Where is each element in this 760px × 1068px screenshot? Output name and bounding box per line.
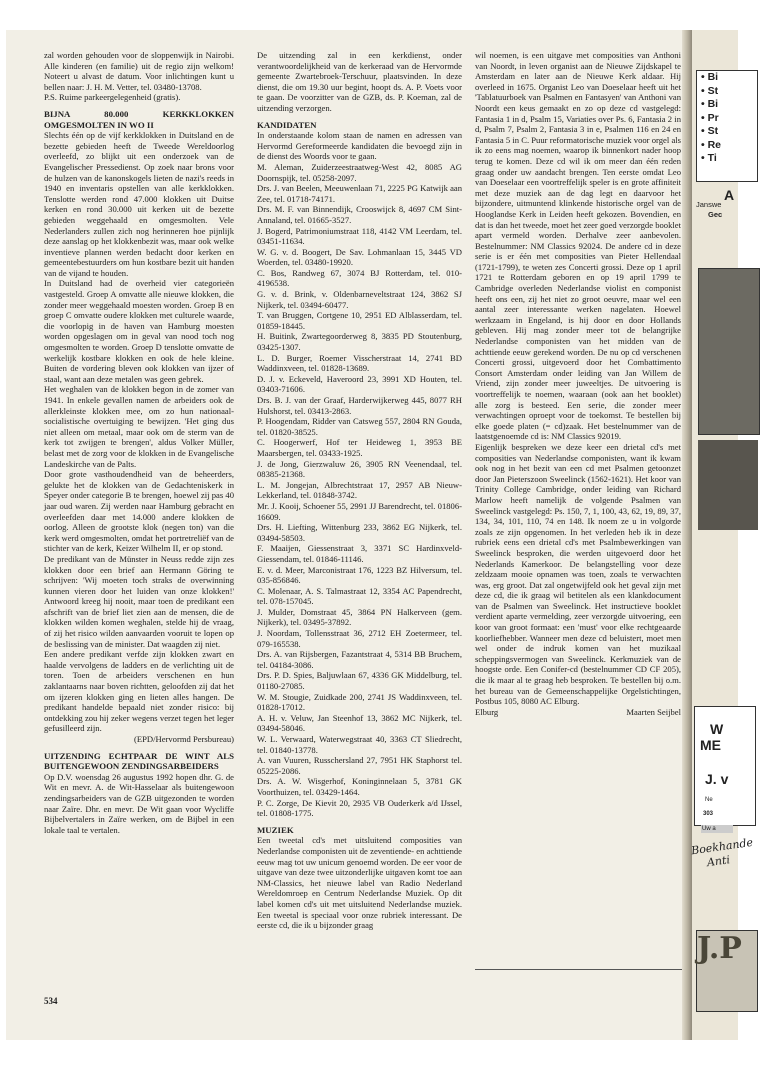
candidate-entry: L. M. Jongejan, Albrechtstraat 17, 2957 AB Nieuw-Lekkerland, tel. 01848-3742. [257,479,462,501]
candidate-entry: A. H. v. Veluw, Jan Steenhof 13, 3862 MC Nijkerk, tel. 03494-58046. [257,712,462,734]
candidate-entry: Drs. A. van Rijsbergen, Fazantstraat 4, 5314 BB Bruchem, tel. 04184-3086. [257,649,462,670]
candidate-entry: Drs. B. J. van der Graaf, Harderwijkerweg 445, 8077 RH Hulshorst, tel. 03413-2863. [257,395,462,416]
ad-number: 303 [703,811,714,817]
candidate-entry: J. de Jong, Gierzwaluw 26, 3905 RN Veenendaal, tel. 08385-21368. [257,458,462,480]
candidate-entry: J. Bogerd, Patrimoniumstraat 118, 4142 VM Leerdam, tel. 03451-11634. [257,225,462,247]
ad-line: Janswe [696,200,722,209]
page-gutter [682,30,692,1040]
candidate-entry: D. J. v. Eckeveld, Haveroord 23, 3991 XD Houten, tel. 03403-71606. [257,373,462,395]
ad-name: J. v [705,771,729,787]
paragraph: De predikant van de Münster in Neuss redde zijn zes klokken door een brief aan Hermann Göring te schrijven: 'Wij moeten toch straks de overwinning kunnen vieren door het luiden van onze klokken!' Antwoord kreeg hij nooit, maar toen de predikant een afschrift van de brief liet zien aan de mensen, die de klokken wilden komen weghalen, stelde hij de vraag, of zij het risico wilden aanvaarden vooruit te lopen op de beslissing van de minister. Dat waagden zij niet. [44,553,234,649]
signature-place: Elburg [475,706,499,717]
candidate-entry: C. Hoogerwerf, Hof ter Heideweg 1, 3953 BE Maarsbergen, tel. 03433-1925. [257,437,462,458]
ad-bullet: • Ti [701,152,717,164]
paragraph: In Duitsland had de overheid vier categorieën vastgesteld. Groep A omvatte alle nieuwe klokken, die zonder meer weggehaald moesten worden. Groep B en groep C omvatte oudere klokken met culturele waarde, die voorlopig in de haven van Hamburg moesten worden opgeslagen om in geval van nood toch nog omgesmolten te worden. Groep D tenslotte omvatte de werkelijk kostbare klokken en ook de hele kleine. Buiten de vordering bleven ook klokken van ijzer of staal, want aan deze metalen was geen gebrek. [44,278,234,384]
candidate-entry: P. C. Zorge, De Kievit 20, 2935 VB Ouderkerk a/d IJssel, tel. 01808-1775. [257,797,462,819]
ad-bullet: • St [701,84,719,97]
candidate-entry: Mr. J. Kooij, Schoener 55, 2991 JJ Barendrecht, tel. 01806-16609. [257,500,462,522]
signature [475,707,681,718]
paragraph: Eigenlijk bespreken we deze keer een drietal cd's met composities van Nederlandse componisten, want ik kwam ook nog in het bezit van een cd met Psalmen getoonzet door Jan Pieterszoon Sweelinck (1562-1621). Het koor van Trinity College Cambridge, onder leiding van Richard Marlow heeft namelijk de volgende Psalmen van Sweelinck vastgelegd: Ps. 150, 7, 1, 100, 43, 62, 19, 89, 37, 134, 34, 101, 110, 74 en 148. Ik noem ze u in volgorde zoals ze zijn opgenomen. In het verleden heb ik in deze rubriek eens een drietal cd's met Psalmbewerkingen van Sweelinck besproken, die werden uitgevoerd door het Nederlands Kamerkoor. De belangstelling voor deze zeldzaam mooie opnamen was toen, zoals te verwachten was, erg groot. Dat zal ongetwijfeld ook het geval zijn met deze cd, die ik graag wil betitelen als een klankdocument van de Psalmen van Sweelinck. Het instructieve booklet verdient aparte vermelding, zeer verzorgde uitvoering, een koor van groot formaat: een 'must' voor elke rechtgeaarde koorliefhebber. Wanneer men deze cd beluistert, moet men wel onder de indruk komen van het muzikaal scheppingsvermogen van Sweelinck. Kerkmuziek van de hoogste orde. Een Conifer-cd (bestelnummer CD CF 205), die ik maar al te graag heb besproken. Te bestellen bij o.m. het bureau van de Gemeenschappelijke Orgelstichtingen, Postbus 105, 8080 AC Elburg. [475,441,681,707]
candidate-entry: Drs. H. Liefting, Wittenburg 233, 3862 EG Nijkerk, tel. 03494-58503. [257,522,462,543]
page-number: 534 [44,996,58,1006]
intro-paragraph: zal worden gehouden voor de sloppenwijk in Nairobi. Alle kinderen (en familie) uit de regio zijn welkom! Noteert u alvast de datum. Voor inlichtingen kunt u bellen naar: J. H. M. Vetter, tel. 03480-13708. [44,50,234,92]
paragraph: Door grote vasthoudendheid van de beheerders, gelukte het de klokken van de Gedachteniskerk in Speyer onder categorie B te brengen, hoewel zij pas 40 jaar oud waren. Zij werden naar Hamburg gebracht en overleefden daar met 14.000 andere klokken de oorlog. Alleen de grootste klok (negen ton) van die kerk werd omgesmolten, omdat het portretreliëf van de stichter van de kerk, Keizer Wilhelm II, er op stond. [44,469,234,554]
ad-bullet: • Bi [701,71,719,83]
ad-heading-line: ME [700,737,721,753]
paragraph: De uitzending zal in een kerkdienst, onder verantwoordelijkheid van de kerkeraad van de Hervormde gemeente Zwartebroek-Terschuur, plaatsvinden. In deze dienst, die om 19.30 uur begint, hoopt ds. A. P. Voets voor te gaan. De voorzitter van de GZB, ds. P. Koeman, zal de uitzending verzorgen. [257,50,462,113]
ad-logo: J.P [696,930,758,1012]
ad-script-line: Anti [706,853,731,870]
candidate-entry: L. D. Burger, Roemer Visscherstraat 14, 2741 BD Waddinxveen, tel. 01828-13689. [257,352,462,374]
ad-text: Ne [705,797,713,803]
paragraph: Het weghalen van de klokken begon in de zomer van 1941. In enkele gevallen namen de arbeiders ook de allerkleinste klokken mee, om zo hun nationaal-socialistische overtuiging te bewijzen. 'Het ging dus niet alleen om metaal, maar ook om de sterm van de kerk tot zwijgen te brengen', aldus Volker Müller, belast met de zorg voor de klokken in de Evangelische Landeskirche van de Palts. [44,384,234,469]
candidate-entry: W. M. Stougie, Zuidkade 200, 2741 JS Waddinxveen, tel. 01828-17012. [257,691,462,713]
ad-heading-line: W [710,721,724,737]
column-1 [44,50,234,835]
ad-bullet: • Bi [701,98,719,110]
candidate-entry: Drs. P. D. Spies, Baljuwlaan 67, 4336 GK Middelburg, tel. 01180-27085. [257,670,462,692]
candidate-entry: C. Bos, Randweg 67, 3074 BJ Rotterdam, tel. 010-4196538. [257,267,462,289]
ad-photo-lower [698,440,758,530]
ad-bullet: • Pr [701,111,719,124]
section-title-muziek: MUZIEK [257,824,294,835]
column-3 [475,50,681,717]
candidate-list [257,162,462,819]
ad-box [694,706,756,832]
candidate-entry: W. G. v. d. Boogert, De Sav. Lohmanlaan 15, 3445 VD Woerden, tel. 03480-19920. [257,246,462,268]
candidate-entry: Drs. J. van Beelen, Meeuwenlaan 71, 2225 PG Katwijk aan Zee, tel. 01718-74171. [257,183,462,204]
paragraph: Een tweetal cd's met uitsluitend composities van Nederlandse componisten uit de zeventiende- en achttiende eeuw mag tot uw unicum genoemd worden. De eer voor de uitgave van deze twee uitzonderlijke uitgaven komt toe aan NM-Classics, het nieuwe label van Radio Nederland Wereldomroep en Centrum Nederlandse Muziek. Op dit label komen cd's uit met uitsluitend Nederlandse muziek. Een tweetal is speciaal voor onze rubriek interessant. De eerste cd, die ik u bijzonder graag [257,835,462,931]
ad-address [696,187,735,220]
ad-letter: A [724,187,735,203]
ad-photo [698,268,760,435]
candidate-entry: H. Buitink, Zwartegoorderweg 8, 3835 PD Stoutenburg, 03425-1307. [257,331,462,353]
candidate-entry: W. L. Verwaard, Waterwegstraat 40, 3363 CT Sliedrecht, tel. 01840-13778. [257,734,462,755]
candidate-entry: Drs. M. F. van Binnendijk, Crooswijck 8, 4697 CM Sint-Annaland, tel. 01665-3527. [257,204,462,225]
ad-script-line: Boekhande [690,835,754,858]
paragraph: Op D.V. woensdag 26 augustus 1992 hopen dhr. G. de Wit en mevr. A. de Wit-Hasselaar als buitengewoon zendingsarbeiders van de GZB uitgezonden te worden naar Zaïre. Dhr. en mevr. De Wit gaan voor Wycliffe Bijbelvertalers in Zaïre werken, om de Bijbel in een lokale taal te vertalen. [44,771,234,835]
candidate-entry: Drs. A. W. Wisgerhof, Koninginnelaan 5, 3781 GK Voorthuizen, tel. 03429-1464. [257,776,462,797]
ad-line: Gec [708,210,723,219]
candidate-entry: M. Aleman, Zuiderzeestraatweg-West 42, 8085 AG Doornspijk, tel. 05258-2097. [257,161,462,183]
ad-heading [695,707,755,753]
candidate-entry: F. Maaijen, Giessenstraat 3, 3371 SC Hardinxveld-Giessendam, tel. 01846-11146. [257,543,462,564]
ad-bullet: • St [701,125,719,137]
candidate-entry: A. van Vuuren, Russchersland 27, 7951 HK Staphorst tel. 05225-2086. [257,755,462,776]
signature-name: Maarten Seijbel [626,706,681,717]
article-source: (EPD/Hervormd Persbureau) [134,734,234,744]
candidate-entry: J. Mulder, Domstraat 45, 3864 PN Halkerveen (gem. Nijkerk), tel. 03495-37892. [257,606,462,628]
column-2 [257,50,462,931]
paragraph: wil noemen, is een uitgave met composities van Anthoni van Noordt, in leven organist aan de Nieuwe Zijdskapel te Amsterdam en later aan de Nieuwe Kerk aldaar. Hij overleed in 1675. Organist Leo van Doeselaar heeft uit het 'Tablatuurboek van Psalmen en Fantasyen' van Anthoni van Noordt een keus gemaakt en zo op deze cd vastgelegd: Fantasia 1 in d, Psalm 15, Variaties over Ps. 6, Fantasia 2 in d, Psalm 7, Psalm 2, Fantasia 3 in e, Psalmen 116 en 24 en Fantasia 5 in C. Puur reformatorische muziek voor orgel als ik zo eens mag noemen, waarop ik binnenkort nader hoop terug te komen. Deze cd wil ik om meer dan één reden graag onder uw aandacht brengen. Ten eerste omdat Leo van Doeselaar een voortreffelijk speler is en grote affiniteit met deze muziek aan de dag legt en daarvoor het bijzondere, uitmuntend klinkende historische orgel van de Hooglandse Kerk in Leiden heeft gekozen. Bovendien, en dat is dan het tweede, moet het zeer goed verzorgde booklet apart vermeld worden. Derhalve zeer aanbevolen. Bestelnummer: NM Classics 92024. De andere cd in deze serie is er één met composities van Pieter Hellendaal (1721-1799), te weten zes Concerti grossi. Deze op 1 april 1721 te Rotterdam geboren en op 19 april 1799 te Cambridge overleden Nederlandse violist en componist heeft ons een, zij het niet zo groot oeuvre, maar wel een aantal zeer interessante werken nagelaten. Hoewel werkzaam in Engeland, is hij door en door Hollands gebleven. Hij mag zonder meer tot de belangrijke Nederlandse componisten van het midden van de achttiende eeuw gerekend worden. De nu op cd verschenen Concerti grossi, uitgevoerd door het Combattimento Consort Amsterdam onder leiding van Jan Willem de Vriend, zijn zonder meer juweeltjes. De uitvoering is voortreffelijk te noemen, waaraan (ook aan het booklet) alle zorg is besteed. Een serie, die zonder meer verwachtingen oproept voor de toekomst. Te bestellen bij elke goede platen (= cd)zaak. Het bestelnummer van de laatstgenoemde cd is: NM Classics 92019. [475,50,681,442]
candidate-entry: P. Hoogendam, Ridder van Catsweg 557, 2804 RN Gouda, tel. 01820-38525. [257,416,462,437]
candidate-entry: E. v. d. Meer, Marconistraat 176, 1223 BZ Hilversum, tel. 035-856846. [257,564,462,586]
candidate-entry: C. Molenaar, A. S. Talmastraat 12, 3354 AC Papendrecht, tel. 078-157045. [257,585,462,607]
section-title-kandidaten: KANDIDATEN [257,119,317,130]
paragraph: In onderstaande kolom staan de namen en adressen van Hervormd Gereformeerde kandidaten die bevoegd zijn in de dienst des Woords voor te gaan. [257,130,462,162]
paragraph: Een andere predikant verfde zijn klokken zwart en haalde vervolgens de ladders en de verlichting uit de toren. Toen de arbeiders verschenen en hun zaklantaarns naar boven richtten, geloofden zij dat het om ijzeren klokken ging en lieten alles hangen. De predikant handelde bepaald niet zonder risico: bij ontdekking zou hij zeker wegens verzet tegen het leger gefusilleerd zijn. [44,649,234,734]
column-rule [475,969,682,970]
article-title-uitzending: UITZENDING ECHTPAAR DE WINT ALS BUITENGEWOON ZENDINGSARBEIDERS [44,750,234,772]
candidate-entry: J. Noordam, Tollensstraat 36, 2712 EH Zoetermeer, tel. 079-165538. [257,628,462,649]
ad-bullet-list [696,70,758,182]
candidate-entry: T. van Bruggen, Cortgene 10, 2951 ED Alblasserdam, tel. 01859-18445. [257,310,462,331]
article-title-kerkklokken: BIJNA 80.000 KERKKLOKKEN OMGESMOLTEN IN WO II [44,108,234,130]
paragraph: Slechts één op de vijf kerkklokken in Duitsland en de bezette gebieden heeft de Tweede Wereldoorlog overleefd, zo blijkt uit een onderzoek van de Evangelischer Pressedienst. Op zoek naar brons voor de hulzen van de kanonskogels lieten de nazi's reeds in 1940 en inventaris opstellen van alle kerkklokken. Tenslotte werden rond 47.000 klokken uit Duitse kerken en rond 30.000 uit kerken uit de bezette gebieden weggehaald en omgesmolten. Vele Nederlanders zullen zich nog herinneren hoe pijnlijk deze aanslag op het klokkenbezit was, maar ook welke inventieve plannen werden bedacht door kerken en gemeentebestuurders om hun kostbare bezit uit handen van de vijand te houden. [44,130,234,278]
ad-text: Uw a [701,825,733,833]
intro-ps: P.S. Ruime parkeergelegenheid (gratis). [44,92,181,103]
candidate-entry: G. v. d. Brink, v. Oldenbarneveltstraat 124, 3862 SJ Nijkerk, tel. 03494-60477. [257,289,462,310]
ad-bullet: • Re [701,138,722,151]
